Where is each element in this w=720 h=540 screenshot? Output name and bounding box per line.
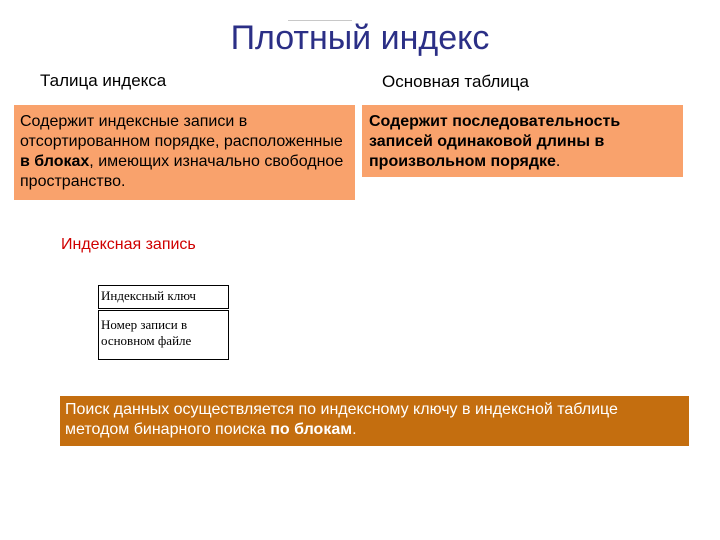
index-table-text-1: Содержит индексные записи в отсортированном порядке, расположенные <box>20 113 343 150</box>
main-table-text-tail: . <box>555 153 561 170</box>
main-table-text-bold: Содержит последовательность записей одинаковой длины в произвольном порядке <box>369 113 621 170</box>
main-table-heading: Основная таблица <box>382 72 529 91</box>
main-table-description <box>362 105 683 177</box>
search-note <box>60 396 689 446</box>
index-table-heading: Талица индекса <box>40 71 167 90</box>
search-note-text-bold: по блокам <box>270 421 353 438</box>
search-note-text-1: Поиск данных осуществляется по индексному ключу в индексной таблице методом бинарного поиска <box>65 401 618 438</box>
index-table-description <box>14 105 355 200</box>
record-number-field: Номер записи в основном файле <box>98 310 229 360</box>
index-table-text-bold: в блоках <box>20 153 90 170</box>
index-key-field: Индексный ключ <box>98 285 229 309</box>
page-title: Плотный индекс <box>230 19 490 57</box>
search-note-text-2: . <box>352 421 357 438</box>
index-record-label: Индексная запись <box>61 236 196 253</box>
index-table-text-2: , имеющих изначально свободное пространство. <box>20 153 344 190</box>
